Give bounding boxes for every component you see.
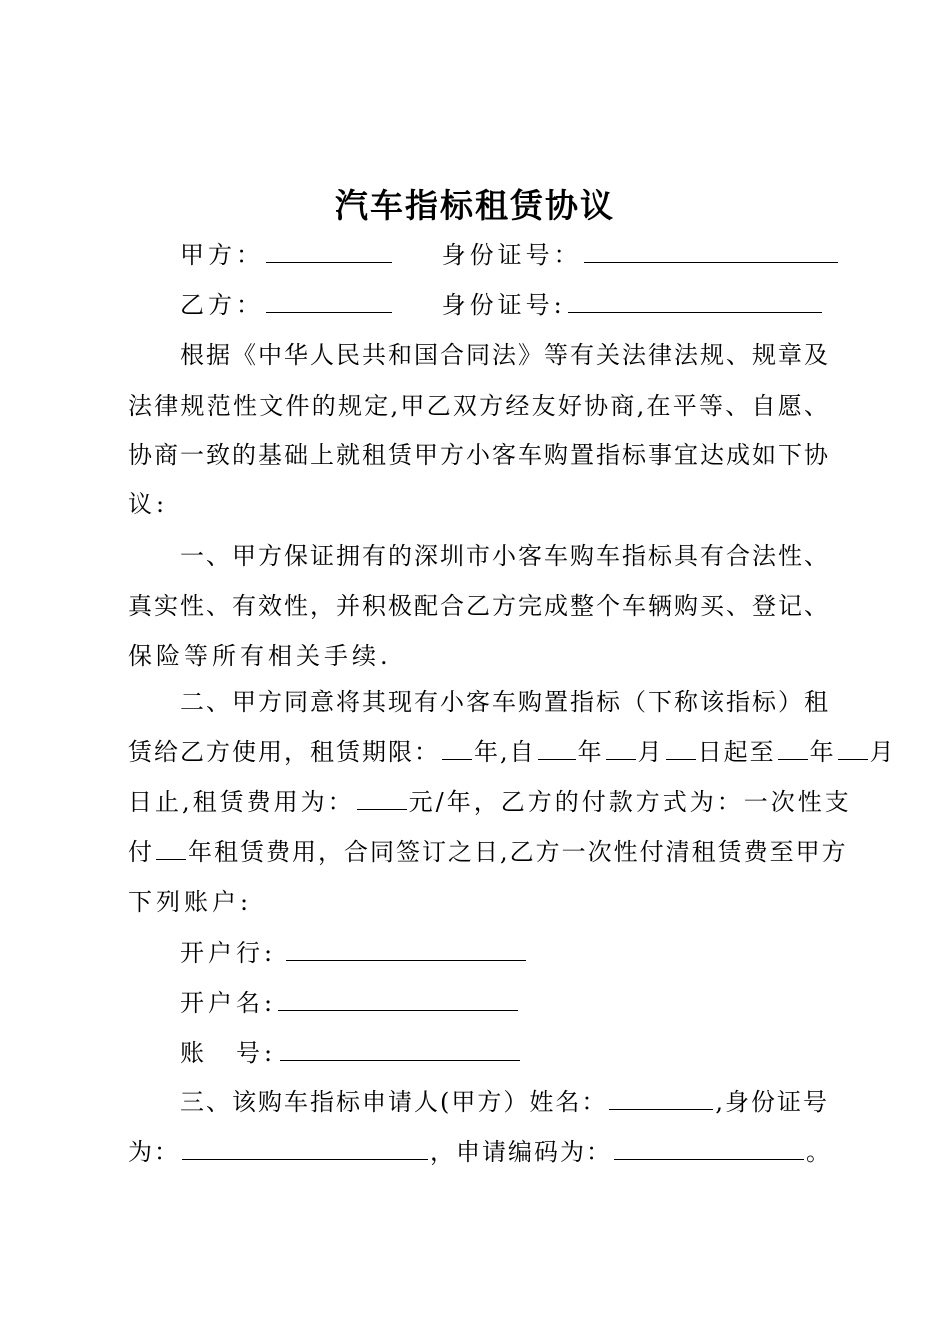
account-name-blank	[278, 988, 518, 1011]
clause1-line: 一、甲方保证拥有的深圳市小客车购车指标具有合法性、	[180, 542, 828, 570]
clause2-text: 元/年，乙方的付款方式为：一次性支	[408, 788, 852, 816]
preamble-line: 协商一致的基础上就租赁甲方小客车购置指标事宜达成如下协	[128, 441, 828, 469]
clause3-text: 三、该购车指标申请人(甲方）姓名：	[180, 1088, 608, 1116]
bank-label: 开户行:	[180, 939, 277, 967]
clause2-text: 年租赁费用，合同签订之日,乙方一次性付清租赁费至甲方	[188, 838, 848, 866]
end-year-blank	[778, 737, 808, 760]
account-name-label: 开户名:	[180, 989, 277, 1017]
clause2-text: 日起至	[697, 738, 776, 766]
clause2-line-terms	[128, 737, 896, 767]
clause3-text: ，申请编码为：	[430, 1138, 612, 1166]
party-a-id-label: 身份证号：	[441, 241, 582, 269]
end-month-blank	[838, 737, 868, 760]
party-a-blank	[266, 240, 392, 263]
clause3-text: 为：	[128, 1138, 180, 1166]
account-no-blank	[280, 1038, 520, 1061]
document-title: 汽车指标租赁协议	[335, 186, 615, 225]
clause3-line-2	[128, 1137, 832, 1167]
clause2-text: 年,自	[474, 738, 536, 766]
party-b-id-label: 身份证号:	[441, 291, 566, 319]
clause3-line	[180, 1087, 828, 1117]
clause2-text: 日止,租赁费用为：	[128, 788, 355, 816]
preamble-line: 法律规范性文件的规定,甲乙双方经友好协商,在平等、自愿、	[128, 392, 828, 420]
clause2-text: 月	[637, 738, 664, 766]
application-code-blank	[614, 1137, 804, 1160]
applicant-name-blank	[609, 1087, 713, 1110]
start-year-blank	[538, 737, 576, 760]
party-b-row	[180, 290, 820, 320]
lease-years-blank	[442, 737, 472, 760]
account-no-row	[180, 1038, 580, 1068]
bank-blank	[286, 938, 526, 961]
clause2-text: 年	[577, 738, 604, 766]
preamble-line: 议:	[128, 490, 169, 518]
clause3-text: ,身份证号	[715, 1088, 830, 1116]
account-no-label: 账 号:	[180, 1039, 277, 1067]
clause1-line: 保险等所有相关手续.	[128, 642, 392, 670]
start-month-blank	[606, 737, 636, 760]
party-a-row	[180, 240, 820, 270]
clause1-line: 真实性、有效性，并积极配合乙方完成整个车辆购买、登记、	[128, 592, 828, 620]
clause2-line-fee	[128, 787, 852, 817]
party-a-label: 甲方：	[180, 241, 264, 269]
clause2-text: 付	[128, 838, 154, 866]
party-b-id-blank	[568, 290, 822, 313]
party-b-label: 乙方：	[180, 291, 264, 319]
clause2-line-payment	[128, 837, 848, 867]
start-day-blank	[666, 737, 696, 760]
clause2-text: 赁给乙方使用，租赁期限：	[128, 738, 440, 766]
account-name-row	[180, 988, 580, 1018]
preamble-line: 根据《中华人民共和国合同法》等有关法律法规、规章及	[180, 341, 828, 369]
applicant-id-blank	[182, 1137, 428, 1160]
clause2-text: 月	[869, 738, 896, 766]
clause2-text: 年	[809, 738, 836, 766]
bank-row	[180, 938, 580, 968]
fee-blank	[357, 787, 407, 810]
clause2-line: 下列账户:	[128, 888, 253, 916]
party-b-blank	[266, 290, 392, 313]
clause2-line: 二、甲方同意将其现有小客车购置指标（下称该指标）租	[180, 688, 828, 716]
party-a-id-blank	[584, 240, 838, 263]
payment-years-blank	[156, 837, 186, 860]
clause3-text: 。	[806, 1138, 832, 1166]
